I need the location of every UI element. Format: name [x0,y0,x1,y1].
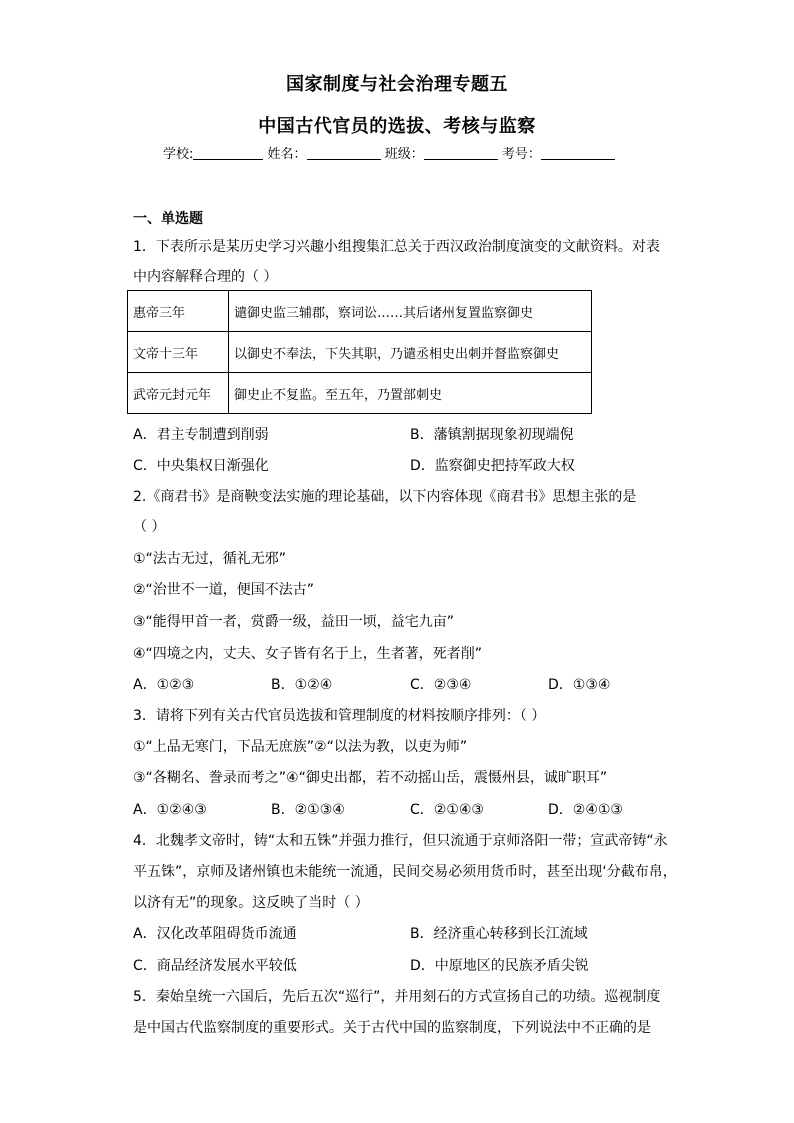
section-heading: 一、单选题 [133,211,203,227]
q4-option-b[interactable]: B．经济重心转移到长江流域 [410,926,588,942]
q1-stem-line2: 中内容解释合理的（ ） [133,269,278,285]
q1-source-table [127,290,592,414]
q1-option-b[interactable]: B．藩镇割据现象初现端倪 [410,427,574,443]
q1-option-c[interactable]: C．中央集权日渐强化 [133,458,269,474]
table-row [128,373,592,414]
q5-stem-line2: 是中国古代监察制度的重要形式。关于古代中国的监察制度，下列说法中不正确的是 [133,1020,651,1036]
q2-stem-line1: 2.《商君书》是商鞅变法实施的理论基础，以下内容体现《商君书》思想主张的是 [133,489,637,505]
exam-number-label: 考号： [501,147,541,162]
q4-stem-line1: 4．北魏孝文帝时，铸“太和五铢”并强力推行，但只流通于京师洛阳一带；宣武帝铸“永 [133,833,668,849]
title-main: 国家制度与社会治理专题五 [286,74,508,95]
school-field[interactable] [193,147,263,160]
q3-option-a[interactable]: A．①②④③ [133,802,207,818]
exam-number-field[interactable] [541,147,615,160]
table-row [128,332,592,373]
class-label: 班级： [384,147,424,162]
q2-item-1: ①“法古无过，循礼无邪” [133,551,287,567]
q2-option-b[interactable]: B．①②④ [271,677,333,693]
q1-option-d[interactable]: D．监察御史把持军政大权 [410,458,575,474]
table-cell-text: 御史止不复监。至五年，乃置部刺史 [229,373,592,414]
table-cell-period: 武帝元封元年 [128,373,229,414]
q2-option-a[interactable]: A．①②③ [133,677,195,693]
table-cell-text: 以御史不奉法，下失其职，乃谴丞相史出刺并督监察御史 [229,332,592,373]
q2-item-3: ③“能得甲首一者，赏爵一级，益田一顷，益宅九亩” [133,614,455,630]
name-label: 姓名： [267,147,307,162]
table-row [128,291,592,332]
q2-option-c[interactable]: C．②③④ [410,677,472,693]
q3-stem-line3: ③“各糊名、誊录而考之”④“御史出都，若不动摇山岳，震慑州县，诚旷职耳” [133,770,608,786]
q4-option-c[interactable]: C．商品经济发展水平较低 [133,958,297,974]
q2-item-2: ②“治世不一道，便国不法古” [133,582,315,598]
q2-stem-line2: （ ） [133,519,166,535]
q1-stem-line1: 1．下表所示是某历史学习兴趣小组搜集汇总关于西汉政治制度演变的文献资料。对表 [133,239,660,255]
q3-option-c[interactable]: C．②①④③ [410,802,484,818]
school-label: 学校: [163,147,194,162]
q4-stem-line3: 以济有无”的现象。这反映了当时（ ） [133,895,369,911]
table-cell-period: 惠帝三年 [128,291,229,332]
q2-item-4: ④“四境之内，丈夫、女子皆有名于上，生者著，死者削” [133,646,483,662]
student-info-row [163,143,615,162]
q4-stem-line2: 平五铢”，京师及诸州镇也未能统一流通，民间交易必须用货币时，甚至出现‘分截布帛， [133,864,677,880]
q4-option-a[interactable]: A．汉化改革阻碍货币流通 [133,926,297,942]
q3-stem-line2: ①“上品无寒门，下品无庶族”②“以法为教，以吏为师” [133,739,468,755]
q3-option-b[interactable]: B．②①③④ [271,802,345,818]
table-cell-period: 文帝十三年 [128,332,229,373]
title-sub: 中国古代官员的选拔、考核与监察 [258,116,536,137]
table-cell-text: 谴御史监三辅郡，察词讼……其后诸州复置监察御史 [229,291,592,332]
name-field[interactable] [307,147,381,160]
q3-option-d[interactable]: D．②④①③ [548,802,623,818]
q1-option-a[interactable]: A．君主专制遭到削弱 [133,427,269,443]
q2-option-d[interactable]: D．①③④ [548,677,611,693]
q3-stem-line1: 3．请将下列有关古代官员选拔和管理制度的材料按顺序排列：（ ） [133,708,546,724]
q4-option-d[interactable]: D．中原地区的民族矛盾尖锐 [410,958,589,974]
class-field[interactable] [424,147,498,160]
q5-stem-line1: 5．秦始皇统一六国后，先后五次“巡行”，并用刻石的方式宣扬自己的功绩。巡视制度 [133,989,661,1005]
